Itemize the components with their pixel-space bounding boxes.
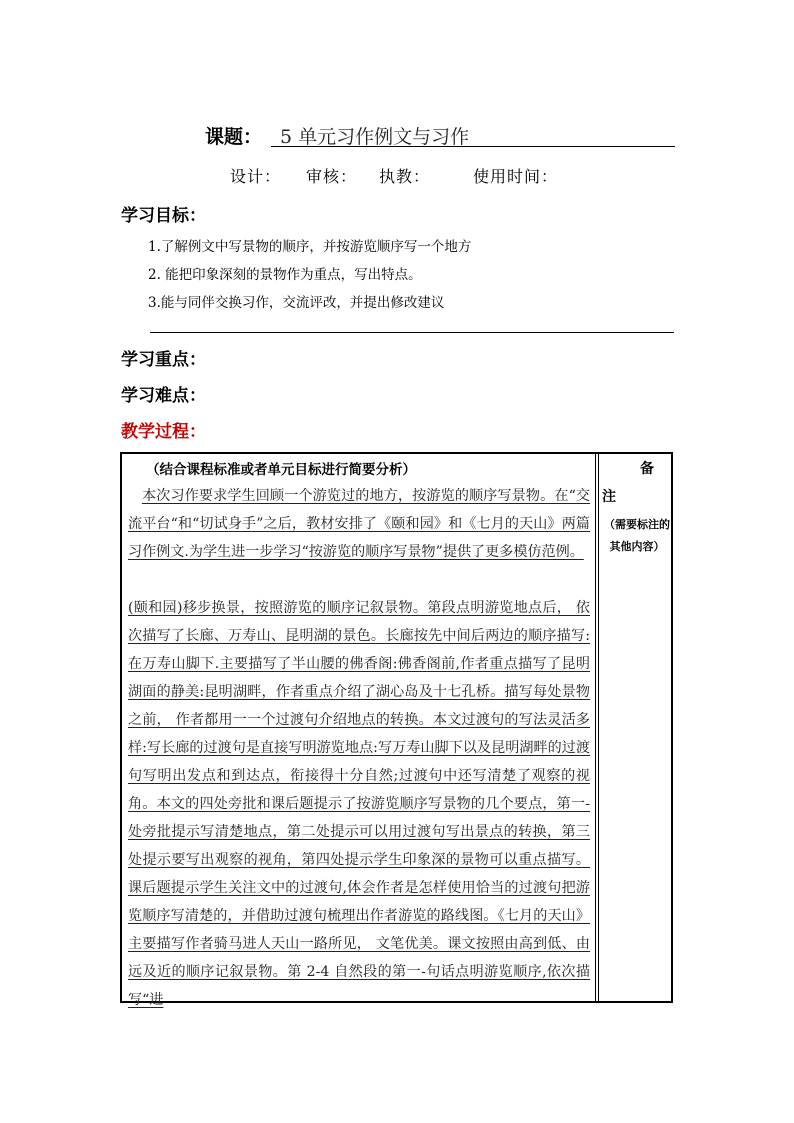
key-points-heading: 学习重点： — [121, 350, 206, 370]
analysis-paragraph-1: 本次习作要求学生回顾一个游览过的地方，按游览的顺序写景物。在“交流平台“和“切试身手”之后，教材安排了《颐和园》和《七月的天山》两篇习作例文.为学生进一步学习“按游览的顺序写景物”提供了更多模仿范例。 — [128, 488, 590, 560]
title-label: 课题： — [205, 126, 263, 148]
teaching-process-heading: 教学过程： — [121, 422, 206, 442]
objective-item-2: 2. 能把印象深刻的景物作为重点，写出特点。 — [148, 267, 422, 283]
review-label: 审核： — [306, 167, 358, 186]
remarks-note: （需要标注的其他内容） — [604, 518, 670, 553]
objective-item-3: 3.能与同伴交换习作，交流评改，并提出修改建议 — [148, 295, 445, 311]
analysis-heading: （结合课程标准或者单元目标进行简要分析） — [146, 462, 416, 478]
objectives-heading: 学习目标： — [121, 206, 206, 226]
objective-item-1: 1.了解例文中写景物的顺序，并按游览顺序写一个地方 — [148, 239, 472, 255]
title-row — [205, 122, 675, 148]
difficulties-heading: 学习难点： — [121, 386, 206, 406]
analysis-column — [128, 454, 590, 1014]
column-divider — [595, 454, 596, 1001]
remarks-char-1: 备 — [640, 461, 654, 477]
objectives-divider — [150, 332, 674, 333]
remarks-char-2: 注 — [602, 489, 616, 505]
usage-time-label: 使用时间： — [473, 167, 559, 186]
design-label: 设计： — [230, 167, 282, 186]
lesson-title: 5 单元习作例文与习作 — [280, 126, 470, 148]
process-table — [120, 452, 673, 1008]
title-underline — [271, 146, 675, 147]
teach-label: 执教： — [379, 167, 431, 186]
column-divider-double — [598, 454, 599, 1001]
analysis-paragraph-2: (颐和园)移步换景，按照游览的顺序记叙景物。第段点明游览地点后， 依次描写了长廊、万寿山、昆明湖的景色。长廊按先中间后两边的顺序描写:在万寿山脚下.主要描写了半山腰的佛香阁:佛香阁前,作者重点描写了昆明湖面的静美:昆明湖畔，作者重点介绍了湖心岛及十七孔桥。描写每处景物之前， 作者都用一一个过渡句介绍地点的转换。本文过渡句的写法灵活多样:写长廊的过渡句是直接写明游览地点:写万寿山脚下以及昆明湖畔的过渡句写明出发点和到达点，衔接得十分自然;过渡句中还写清楚了观察的视角。本文的四处旁批和课后题提示了按游览顺序写景物的几个要点，第一-处旁批提示写清楚地点，第二处提示可以用过渡句写出景点的转换，第三处提示要写出观察的视角，第四处提示学生印象深的景物可以重点描写。课后题提示学生关注文中的过渡句,体会作者是怎样使用恰当的过渡句把游览顺序写清楚的，并借助过渡句梳理出作者游览的路线图。《七月的天山》主要描写作者骑马进人天山一路所见， 文笔优美。课文按照由高到低、由远及近的顺序记叙景物。第 2-4 自然段的第一-句话点明游览顺序,依次描写“进 — [128, 600, 590, 1008]
